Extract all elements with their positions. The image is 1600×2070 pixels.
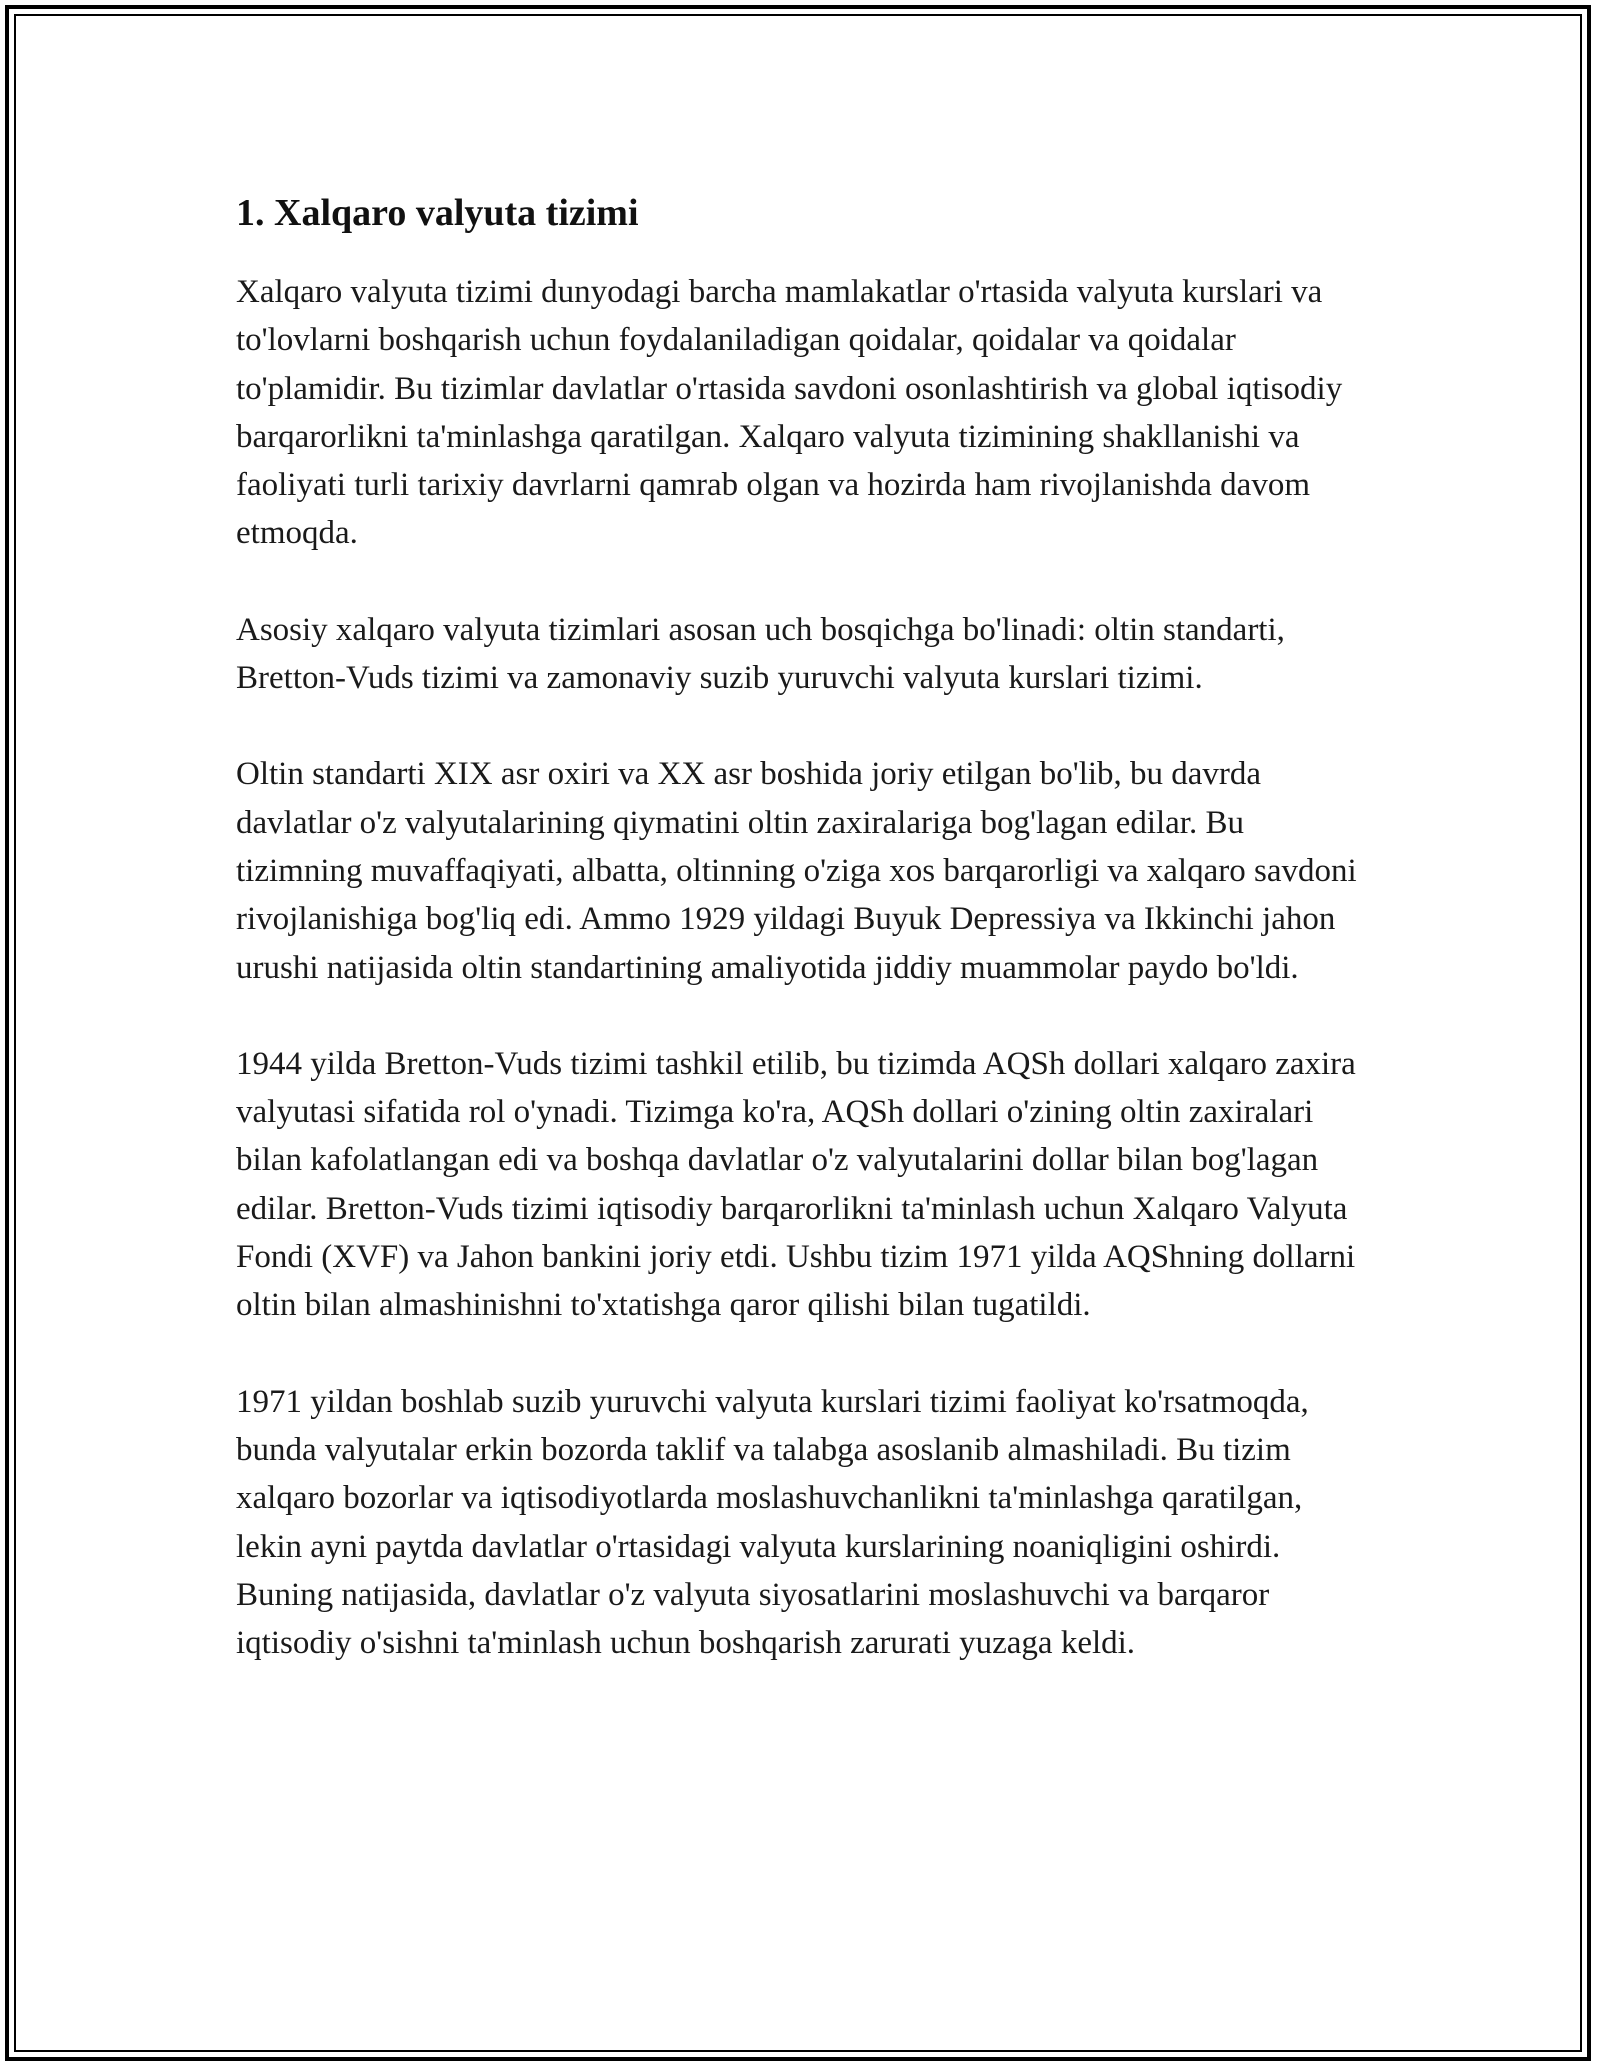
document-body bbox=[236, 186, 1376, 1667]
paragraph-bretton-woods: 1944 yilda Bretton-Vuds tizimi tashkil etilib, bu tizimda AQSh dollari xalqaro zaxira valyutasi sifatida rol o'ynadi. Tizimga ko'ra, AQSh dollari o'zining oltin zaxiralari bilan kafolatlangan edi va boshqa davlatlar o'z valyutalarini dollar bilan bog'lagan edilar. Bretton-Vuds tizimi iqtisodiy barqarorlikni ta'minlash uchun Xalqaro Valyuta Fondi (XVF) va Jahon bankini joriy etdi. Ushbu tizim 1971 yilda AQShning dollarni oltin bilan almashinishni to'xtatishga qaror qilishi bilan tugatildi. bbox=[236, 1045, 1356, 1324]
paragraph-gold-standard: Oltin standarti XIX asr oxiri va XX asr boshida joriy etilgan bo'lib, bu davrda davlatlar o'z valyutalarining qiymatini oltin zaxiralariga bog'lagan edilar. Bu tizimning muvaffaqiyati, albatta, oltinning o'ziga xos barqarorligi va xalqaro savdoni rivojlanishiga bog'liq edi. Ammo 1929 yildagi Buyuk Depressiya va Ikkinchi jahon urushi natijasida oltin standartining amaliyotida jiddiy muammolar paydo bo'ldi. bbox=[236, 756, 1357, 986]
paragraph-floating-rates: 1971 yildan boshlab suzib yuruvchi valyuta kurslari tizimi faoliyat ko'rsatmoqda, bunda valyutalar erkin bozorda taklif va talabga asoslanib almashiladi. Bu tizim xalqaro bozorlar va iqtisodiyotlarda moslashuvchanlikni ta'minlashga qaratilgan, lekin ayni paytda davlatlar o'rtasidagi valyuta kurslarining noaniqligini oshirdi. Buning natijasida, davlatlar o'z valyuta siyosatlarini moslashuvchi va barqaror iqtisodiy o'sishni ta'minlash uchun boshqarish zarurati yuzaga keldi. bbox=[236, 1383, 1309, 1662]
section-title: 1. Xalqaro valyuta tizimi bbox=[236, 192, 639, 234]
paragraph-stages: Asosiy xalqaro valyuta tizimlari asosan uch bosqichga bo'linadi: oltin standarti, Bretton-Vuds tizimi va zamonaviy suzib yuruvchi valyuta kurslari tizimi. bbox=[236, 611, 1285, 697]
paragraph-intro: Xalqaro valyuta tizimi dunyodagi barcha mamlakatlar o'rtasida valyuta kurslari va to'lovlarni boshqarish uchun foydalaniladigan qoidalar, qoidalar va qoidalar to'plamidir. Bu tizimlar davlatlar o'rtasida savdoni osonlashtirish va global iqtisodiy barqarorlikni ta'minlashga qaratilgan. Xalqaro valyuta tizimining shakllanishi va faoliyati turli tarixiy davrlarni qamrab olgan va hozirda ham rivojlanishda davom etmoqda. bbox=[236, 274, 1343, 552]
